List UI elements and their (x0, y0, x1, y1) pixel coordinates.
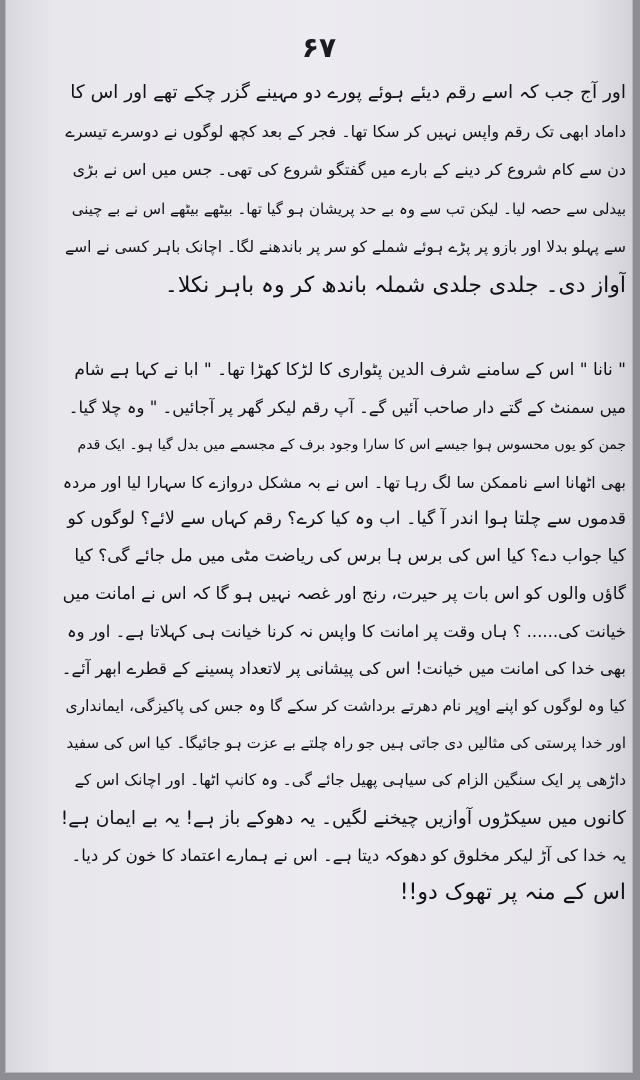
text-line: دن سے کام شروع کر دینے کے بارے میں گفتگو شروع کی تھی۔ جس میں اس نے بڑی (72, 160, 626, 179)
text-line: کانوں میں سیکڑوں آوازیں چیخنے لگیں۔ یہ دھوکے باز ہے! یہ بے ایمان ہے! (60, 807, 626, 829)
text-line: اور خدا پرستی کی مثالیں دی جاتی ہیں جو راہ چلتے بے عزت ہو جائیگا۔ کیا اس کی سفید (66, 733, 626, 752)
text-line: بھی اٹھانا اسے ناممکن سا لگ رہا تھا۔ اس نے بہ مشکل دروازے کا سہارا لیا اور مردہ (62, 472, 626, 492)
text-line: گاؤں والوں کو اس بات پر حیرت، رنج اور غصہ نہیں ہو گا کہ اس نے امانت میں (62, 583, 626, 604)
text-line: میں سمنٹ کے گتے دار صاحب آئیں گے۔ آپ رقم لیکر گھر پر آجائیں۔ " وہ چلا گیا۔ (68, 398, 626, 418)
text-line: سے پہلو بدلا اور بازو پر پڑے ہوئے شملے کو سر پر باندھنے لگا۔ اچانک باہر کسی نے اسے (65, 238, 626, 256)
text-line: اور آج جب کہ اسے رقم دیئے ہوئے پورے دو مہینے گزر چکے تھے اور اس کا (70, 82, 626, 103)
text-line: جمن کو یوں محسوس ہوا جیسے اس کا سارا وجود برف کے مجسمے میں بدل گیا ہو۔ ایک قدم (77, 436, 626, 453)
text-line: خیانت کی...... ؟ ہاں وقت پر امانت کا واپس نہ کرنا خیانت ہی کہلاتا ہے۔ اور وہ (66, 622, 626, 642)
book-page (6, 0, 632, 1072)
paragraph-1 (60, 74, 626, 305)
page-number: ۶۷ (301, 31, 337, 64)
text-line: کیا جواب دے؟ کیا اس کی برس ہا برس کی ریاضت مٹی میں مل جائے گی؟ کیا (74, 546, 626, 567)
text-line: یہ خدا کی آڑ لیکر مخلوق کو دھوکہ دیتا ہے۔ اس نے ہمارے اعتماد کا خون کر دیا۔ (71, 845, 626, 865)
text-line: داڑھی پر ایک سنگین الزام کی سیاہی پھیل جائے گی۔ وہ کانپ اٹھا۔ اور اچانک اس کے (74, 771, 626, 790)
paragraph-2 (60, 352, 626, 911)
text-line: داماد ابھی تک رقم واپس نہیں کر سکا تھا۔ فجر کے بعد کچھ لوگوں نے دوسرے تیسرے (65, 121, 626, 141)
text-line: بیدلی سے حصہ لیا۔ لیکن تب سے وہ بے حد پریشان ہو گیا تھا۔ بیٹھے بیٹھے اس نے بے چینی (71, 199, 626, 218)
text-line: آواز دی۔ جلدی جلدی شملہ باندھ کر وہ باہر نکلا۔ (164, 272, 626, 298)
text-line: بھی خدا کی امانت میں خیانت! اس کی پیشانی پر لاتعداد پسینے کے قطرے ابھر آئے۔ (61, 659, 626, 679)
text-line: قدموں سے چلتا ہوا اندر آ گیا۔ اب وہ کیا کرے؟ رقم کہاں سے لائے؟ لوگوں کو (67, 509, 626, 530)
text-line: اس کے منہ پر تھوک دو!! (399, 880, 626, 906)
text-line: کیا وہ لوگوں کو اپنے اوپر نام دھرتے برداشت کر سکے گا وہ جس کی پاکیزگی، ایمانداری (65, 696, 626, 715)
text-line: " نانا " اس کے سامنے شرف الدین پٹواری کا لڑکا کھڑا تھا۔ " ابا نے کہا ہے شام (74, 360, 626, 380)
